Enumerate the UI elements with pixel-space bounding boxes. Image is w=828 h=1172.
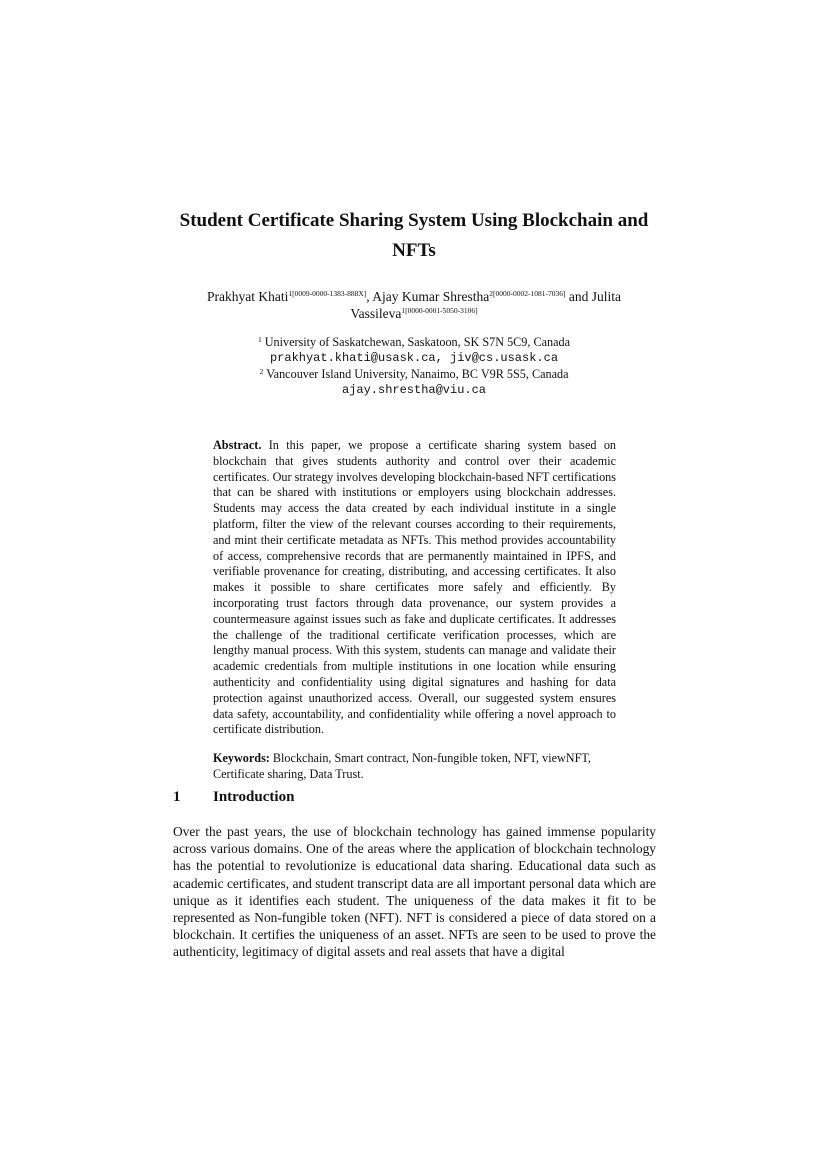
author-name: Julita Vassileva [350,289,621,321]
affiliation-emails: ajay.shrestha@viu.ca [341,383,487,397]
section-number: 1 [173,789,181,805]
abstract-label: Abstract. [213,438,262,452]
section-title: Introduction [213,789,295,805]
paper-title: Student Certificate Sharing System Using Blockchain and NFTs [179,210,649,261]
abstract-paragraph [213,438,616,738]
abstract-text: In this paper, we propose a certificate sharing system based on blockchain that gives students authority and control over their academic certificates. Our strategy involves developing blockchain-based NFT certifications that can be shared with institutions or employers using blockchain addresses. Students may access the data created by each individual institute in a single platform, filter the view of the relevant courses according to their requirements, and mint their certificate metadata as NFTs. This method provides accountability of access, comprehensive records that are permanently maintained in IPFS, and verifiable provenance for creating, distributing, and accessing certificates. It also makes it possible to share certificates more safely and efficiently. By incorporating trust factors through data provenance, our system provides a countermeasure against issues such as fake and duplicate certificates. It addresses the challenge of the traditional certificate verification processes, which are lengthy manual process. With this system, students can manage and validate their academic credentials from multiple institutions in one location while ensuring authenticity and confidentiality using digital signatures and hashing for data protection against unauthorized access. Overall, our suggested system ensures data safety, accountability, and confidentiality while offering a novel approach to certificate distribution. [213,438,617,737]
affiliation-emails: prakhyat.khati@usask.ca, jiv@cs.usask.ca [269,351,559,365]
author-orcid: 2[0000-0002-1081-7036] [489,289,566,298]
author-orcid: 1[0009-0000-1383-888X] [288,289,367,298]
keywords [213,751,616,783]
affiliation-text: Vancouver Island University, Nanaimo, BC V9R 5S5, Canada [266,367,569,381]
affiliation-1 [200,334,628,350]
affiliation-number: 1 [257,335,262,344]
author-separator: and [565,289,592,304]
author-list [172,288,656,322]
affiliation-2 [200,366,628,382]
author-name: Prakhyat Khati [206,289,289,304]
author-name: Ajay Kumar Shrestha [372,289,490,304]
affiliations [200,334,628,398]
keywords-label: Keywords: [213,751,270,766]
abstract [213,438,616,783]
introduction-paragraph: Over the past years, the use of blockchain technology has gained immense popularity across various domains. One of the areas where the application of blockchain technology has the potential to revolutionize is educational data sharing. Educational data such as academic certificates, and student transcript data are all important personal data which are unique as it identifies each student. The uniqueness of the data makes it fit to be represented as Non-fungible token (NFT). NFT is considered a piece of data stored on a blockchain. It certifies the uniqueness of an asset. NFTs are seen to be used to prove the authenticity, legitimacy of digital assets and real assets that have a digital [173,824,656,960]
section-heading [173,787,663,807]
author-separator: , [366,289,373,304]
affiliation-text: University of Saskatchewan, Saskatoon, SK S7N 5C9, Canada [264,335,571,349]
affiliation-number: 2 [259,367,264,376]
keywords-text: Blockchain, Smart contract, Non-fungible token, NFT, viewNFT, Certificate sharing, Data Trust. [213,751,591,781]
author-orcid: 1[0000-0001-5050-3106] [401,306,478,315]
